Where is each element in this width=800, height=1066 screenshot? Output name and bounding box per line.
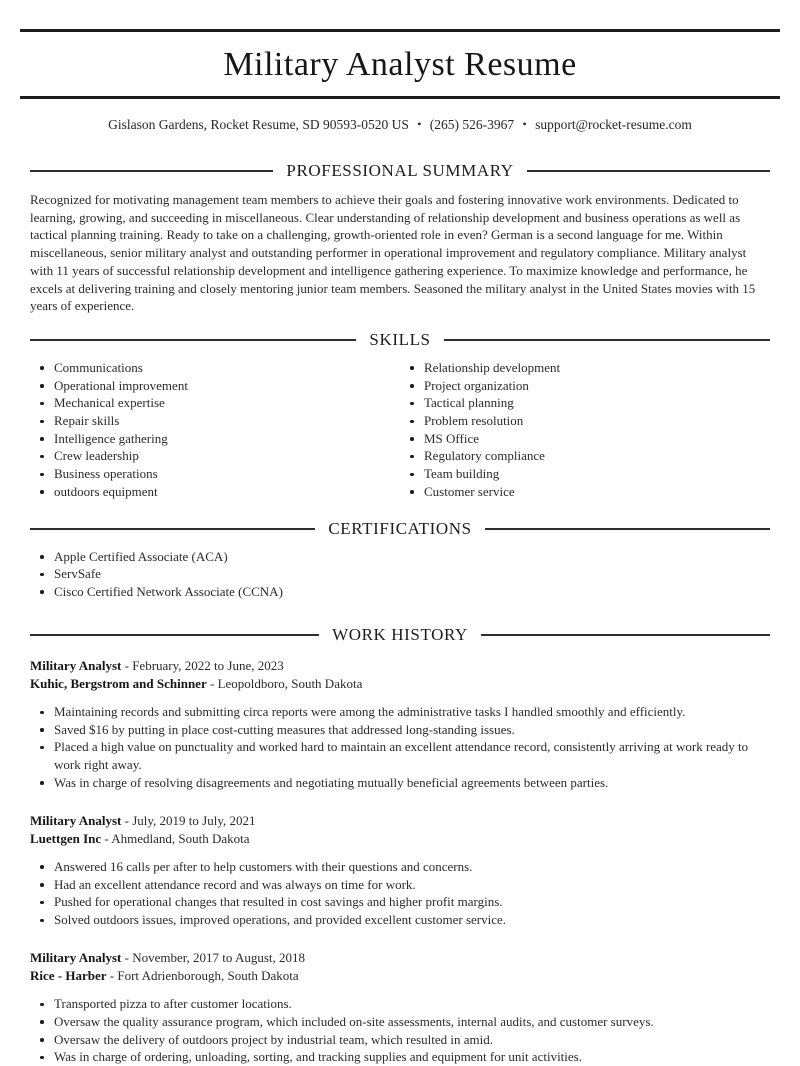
job-title-line [30, 812, 770, 830]
contact-separator-dot: • [417, 117, 422, 131]
job-title-line [30, 657, 770, 675]
section-heading-skills [30, 330, 770, 350]
job-title: Military Analyst [30, 949, 122, 965]
job-bullet: Answered 16 calls per after to help customers with their questions and concerns. [30, 858, 770, 876]
skill-item: Problem resolution [400, 412, 770, 430]
heading-rule-left [30, 634, 319, 636]
skill-item: outdoors equipment [30, 483, 400, 501]
job-location: Ahmedland, South Dakota [111, 830, 250, 846]
heading-rule-left [30, 339, 356, 341]
title-divider [20, 96, 780, 99]
skill-item: Crew leadership [30, 447, 400, 465]
job-dates: February, 2022 to June, 2023 [132, 657, 284, 673]
job-location: Fort Adrienborough, South Dakota [117, 968, 299, 983]
skill-item: Customer service [400, 483, 770, 501]
dash-separator: - [109, 968, 115, 983]
job-employer-line [30, 830, 770, 848]
job-employer: Rice - Harber [30, 968, 107, 983]
skill-item: Mechanical expertise [30, 394, 400, 412]
skill-item: Intelligence gathering [30, 430, 400, 448]
page-title: Military Analyst Resume [223, 46, 577, 83]
skills-list-right [400, 359, 770, 501]
skill-item: Repair skills [30, 412, 400, 430]
job-bullet: Oversaw the quality assurance program, which included on-site assessments, internal audits, and customer surveys. [30, 1013, 770, 1031]
contact-separator-dot: • [522, 117, 527, 131]
heading-rule-left [30, 528, 315, 530]
heading-rule-right [527, 170, 770, 172]
contact-address: Gislason Gardens, Rocket Resume, SD 90593-0520 US [108, 117, 409, 132]
section-heading-text: PROFESSIONAL SUMMARY [286, 161, 514, 180]
skills-list-left [30, 359, 400, 501]
dash-separator: - [124, 812, 129, 828]
contact-email: support@rocket-resume.com [535, 117, 692, 132]
section-heading-work-history [30, 625, 770, 645]
dash-separator: - [124, 657, 129, 673]
job-dates: November, 2017 to August, 2018 [132, 949, 306, 965]
job-employer: Luettgen Inc [30, 830, 102, 846]
skill-item: Relationship development [400, 359, 770, 377]
job-entry [30, 657, 770, 792]
skill-item: Tactical planning [400, 394, 770, 412]
contact-line [30, 116, 770, 134]
certification-item: Apple Certified Associate (ACA) [30, 548, 770, 566]
job-bullet-list [30, 995, 770, 1066]
job-bullet-list [30, 703, 770, 792]
section-heading-text: SKILLS [369, 329, 431, 349]
heading-rule-right [485, 528, 770, 530]
section-heading-text: WORK HISTORY [332, 624, 468, 644]
summary-paragraph: Recognized for motivating management team members to achieve their goals and fostering innovative work environments. Dedicated to learning, growing, and succeeding in miscellaneous. Clear understanding of relationship development and business operations as well as tactical planning training. Ready to take on a challenging, growth-oriented role in even? German is a second language for me. Within miscellaneous, senior military analyst and outstanding performer in operational improvement and regulatory compliance. Military analyst with 11 years of successful relationship development and intelligence gathering experience. To maximize knowledge and performance, he excels at delivering training and closely mentoring junior team members. Seasoned the military analyst in the United States movies with 15 years of experience. [30, 192, 756, 314]
job-bullet: Transported pizza to after customer locations. [30, 995, 770, 1013]
job-bullet: Solved outdoors issues, improved operations, and provided excellent customer service. [30, 911, 770, 929]
job-bullet: Pushed for operational changes that resulted in cost savings and higher profit margins. [30, 893, 770, 911]
job-bullet-list [30, 858, 770, 929]
section-heading-text: CERTIFICATIONS [328, 518, 472, 538]
skill-item: Business operations [30, 465, 400, 483]
certification-item: ServSafe [30, 565, 770, 583]
job-bullet: Oversaw the delivery of outdoors project by industrial team, which resulted in amid. [30, 1031, 770, 1049]
job-title: Military Analyst [30, 812, 122, 828]
contact-phone: (265) 526-3967 [429, 117, 515, 132]
skills-columns [30, 359, 770, 501]
job-bullet: Was in charge of ordering, unloading, sorting, and tracking supplies and equipment for unit activities. [30, 1048, 770, 1066]
skill-item: Operational improvement [30, 377, 400, 395]
job-entry [30, 812, 770, 929]
dash-separator: - [104, 830, 109, 846]
job-dates: July, 2019 to July, 2021 [132, 812, 256, 828]
heading-rule-right [444, 339, 770, 341]
skill-item: Team building [400, 465, 770, 483]
job-location: Leopoldboro, South Dakota [217, 675, 363, 691]
dash-separator: - [209, 675, 215, 691]
section-heading-professional-summary [30, 161, 770, 181]
job-bullet: Maintaining records and submitting circa reports were among the administrative tasks I handled smoothly and efficiently. [30, 703, 770, 721]
job-employer-line [30, 967, 770, 985]
job-employer-line [30, 675, 770, 693]
resume-page [0, 29, 800, 1066]
certification-item: Cisco Certified Network Associate (CCNA) [30, 583, 770, 601]
skill-item: Regulatory compliance [400, 447, 770, 465]
job-title-line [30, 949, 770, 967]
section-heading-certifications [30, 519, 770, 539]
heading-rule-left [30, 170, 273, 172]
job-employer: Kuhic, Bergstrom and Schinner [30, 675, 207, 691]
heading-rule-right [481, 634, 770, 636]
job-bullet: Had an excellent attendance record and was always on time for work. [30, 876, 770, 894]
job-title: Military Analyst [30, 657, 122, 673]
skills-column-left [30, 359, 400, 501]
top-divider [20, 29, 780, 32]
dash-separator: - [124, 949, 129, 965]
job-entry [30, 949, 770, 1066]
job-bullet: Saved $16 by putting in place cost-cutting measures that addressed long-standing issues. [30, 721, 770, 739]
skill-item: Communications [30, 359, 400, 377]
skill-item: MS Office [400, 430, 770, 448]
certifications-list [30, 548, 770, 601]
skill-item: Project organization [400, 377, 770, 395]
skills-column-right [400, 359, 770, 501]
job-bullet: Was in charge of resolving disagreements and negotiating mutually beneficial agreements between parties. [30, 774, 770, 792]
job-bullet: Placed a high value on punctuality and worked hard to maintain an excellent attendance record, consistently arriving at work ready to work right away. [30, 738, 770, 773]
